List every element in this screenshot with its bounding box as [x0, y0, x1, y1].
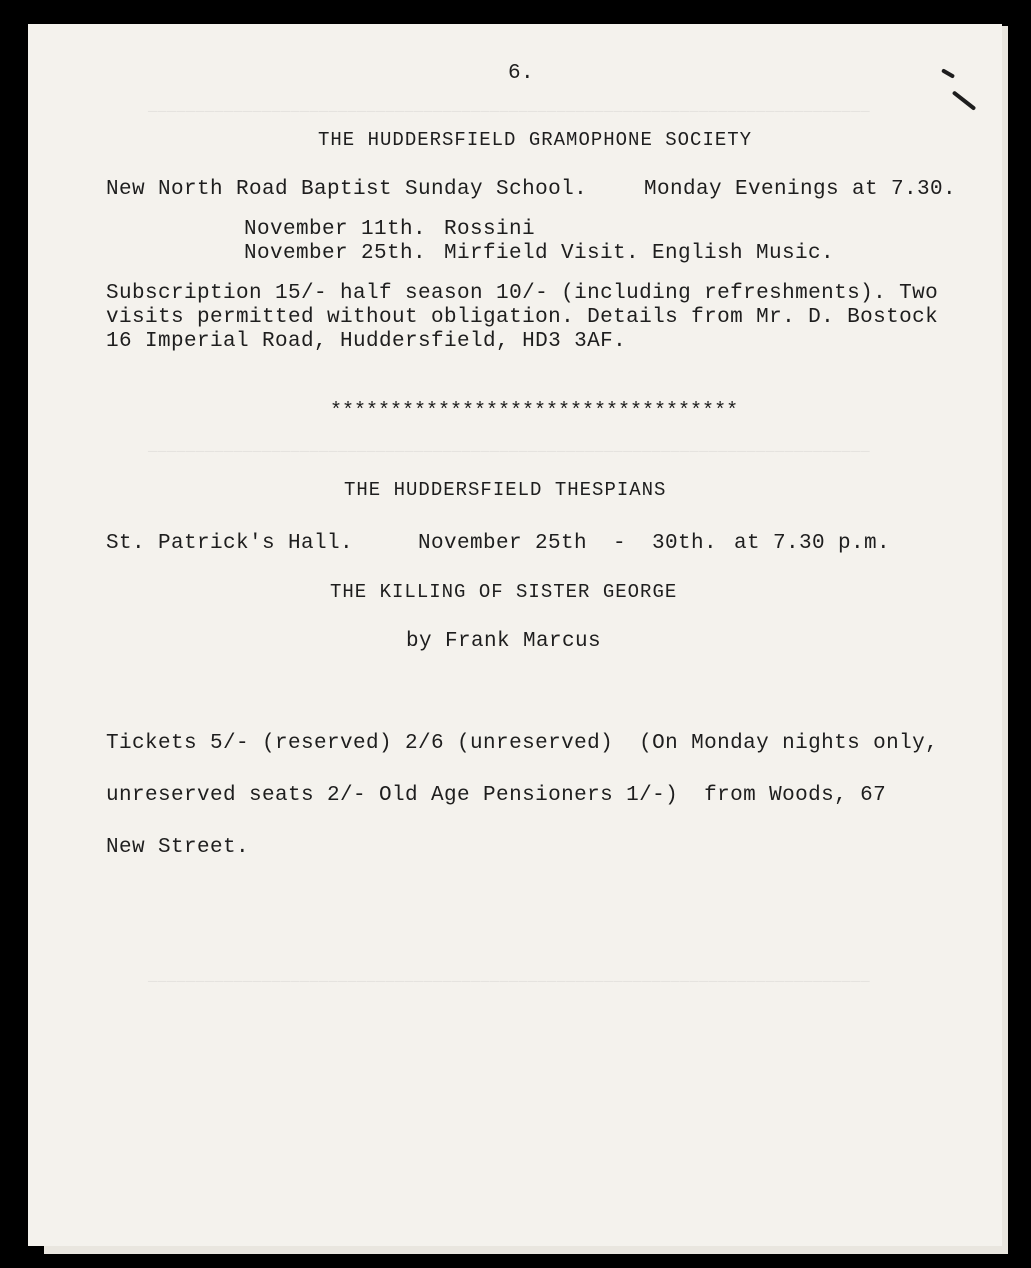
tickets-line: unreserved seats 2/- Old Age Pensioners 1/-) from Woods, 67 — [106, 784, 887, 807]
event-date: November 25th. — [244, 242, 427, 265]
document-page — [28, 24, 1002, 1246]
tickets-line: Tickets 5/- (reserved) 2/6 (unreserved) (On Monday nights only, — [106, 732, 939, 755]
subscription-line: Subscription 15/- half season 10/- (including refreshments). Two — [106, 282, 939, 305]
gramophone-schedule: Monday Evenings at 7.30. — [644, 178, 957, 201]
play-author: by Frank Marcus — [406, 630, 602, 653]
show-through-texture: ──────────────────────────────────────────────────────────────────────────── — [148, 104, 871, 121]
subscription-line: visits permitted without obligation. Details from Mr. D. Bostock — [106, 306, 939, 329]
event-detail: Rossini — [444, 218, 536, 241]
show-through-texture: ──────────────────────────────────────────────────────────────────────────── — [148, 974, 871, 991]
tickets-line: New Street. — [106, 836, 250, 859]
thespians-time: at 7.30 p.m. — [734, 532, 891, 555]
gramophone-society-title: THE HUDDERSFIELD GRAMOPHONE SOCIETY — [318, 129, 753, 151]
event-detail: Mirfield Visit. English Music. — [444, 242, 835, 265]
thespians-venue: St. Patrick's Hall. — [106, 532, 354, 555]
event-date: November 11th. — [244, 218, 427, 241]
thespians-title: THE HUDDERSFIELD THESPIANS — [344, 479, 667, 501]
section-separator: ********************************** — [330, 400, 739, 423]
gramophone-venue: New North Road Baptist Sunday School. — [106, 178, 588, 201]
corner-pen-mark — [952, 90, 977, 110]
page-number: 6. — [508, 62, 535, 85]
corner-pen-mark — [941, 68, 955, 78]
subscription-line: 16 Imperial Road, Huddersfield, HD3 3AF. — [106, 330, 627, 353]
thespians-dates: November 25th - 30th. — [418, 532, 718, 555]
play-title: THE KILLING OF SISTER GEORGE — [330, 581, 678, 603]
show-through-texture: ──────────────────────────────────────────────────────────────────────────── — [148, 444, 871, 461]
